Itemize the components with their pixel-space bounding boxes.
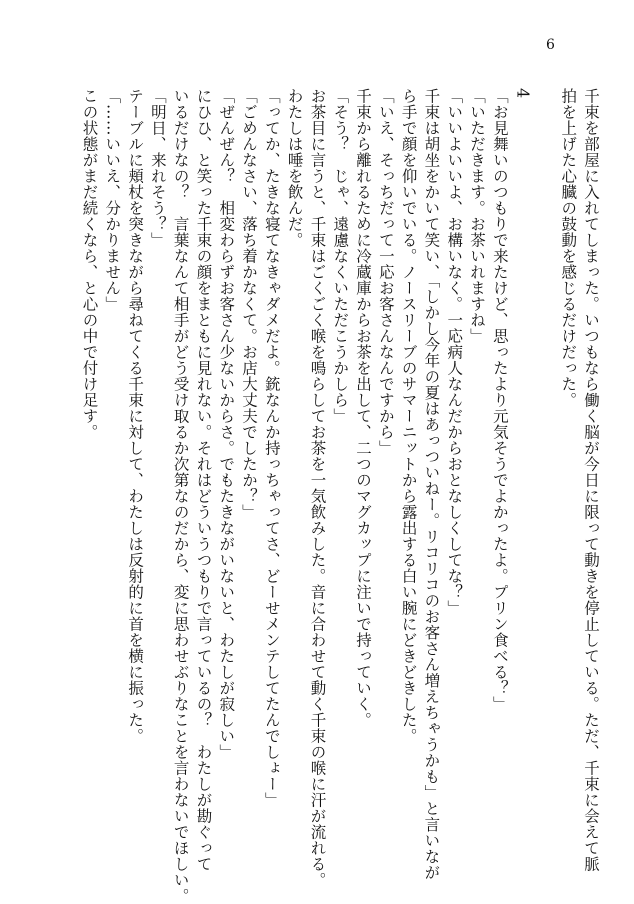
text-line: 「……いいえ、分かりません」 [103, 88, 122, 312]
text-line: 千束を部屋に入れてしまった。いつもなら働く脳が今日に限って動きを停止している。ただ、千束に会えて脈 [582, 88, 600, 872]
text-line: この状態がまだ続くなら、と心の中で付け足す。 [80, 88, 99, 440]
text-line: 拍を上げた心臓の鼓動を感じるだけだった。 [559, 88, 578, 408]
text-line: わたしは唾を飲んだ。 [285, 88, 304, 248]
text-line: 千束から離れるために冷蔵庫からお茶を出して、二つのマグカップに注いで持っていく。 [354, 88, 373, 728]
vertical-text-block [78, 88, 602, 904]
blank-line [534, 88, 557, 868]
text-line: 「ぜんぜん？ 相変わらずお客さん少ないからさ。でもたきながいないと、わたしが寂しい」 [217, 88, 236, 760]
text-line: 「いいよいいよ、お構いなく。一応病人なんだからおとなしくしてな？」 [445, 88, 464, 616]
text-line: 「そう？ じゃ、遠慮なくいただこうかしら」 [331, 88, 350, 424]
text-line: 「ごめんなさい、落ち着かなくて。お店大丈夫でしたか？」 [240, 88, 259, 520]
text-line: 千束は胡坐をかいて笑い、「しかし今年の夏はあっついねー。リコリコのお客さん増えちゃうかも」と言いなが [422, 88, 441, 881]
text-line: ら手で顔を仰いでいる。ノースリーブのサマーニットから露出する白い腕にどきどきした。 [399, 88, 418, 744]
page-number: 6 [546, 37, 555, 53]
text-line: お茶目に言うと、千束はごくごく喉を鳴らしてお茶を一気飲みした。音に合わせて動く千束の喉に汗が流れる。 [308, 88, 327, 888]
text-line: 「明日、来れそう？」 [148, 88, 167, 248]
section-number: 4 [513, 88, 533, 99]
text-line: 「いえ、そっちだって一応お客さんなんですから」 [376, 88, 395, 456]
text-line: 「ってか、たきな寝てなきゃダメだよ。銃なんか持っちゃってさ、どーせメンテしてたんでしょー」 [262, 88, 281, 808]
text-line: テーブルに頬杖を突きながら尋ねてくる千束に対して、わたしは反射的に首を横に振った。 [126, 88, 145, 744]
text-line: いるだけなの？ 言葉なんて相手がどう受け取るか次第なのだから、変に思わせぶりなことを言わないでほしい。 [171, 88, 190, 904]
text-line: 「いただきます。お茶いれますね」 [468, 88, 487, 344]
text-line: にひひ、と笑った千束の顔をまともに見れない。それはどういうつもりで言っているの？ わたしが勘ぐって [194, 88, 213, 872]
text-line: 「お見舞いのつもりで来たけど、思ったより元気そうでよかったよ。プリン食べる？」 [490, 88, 509, 712]
